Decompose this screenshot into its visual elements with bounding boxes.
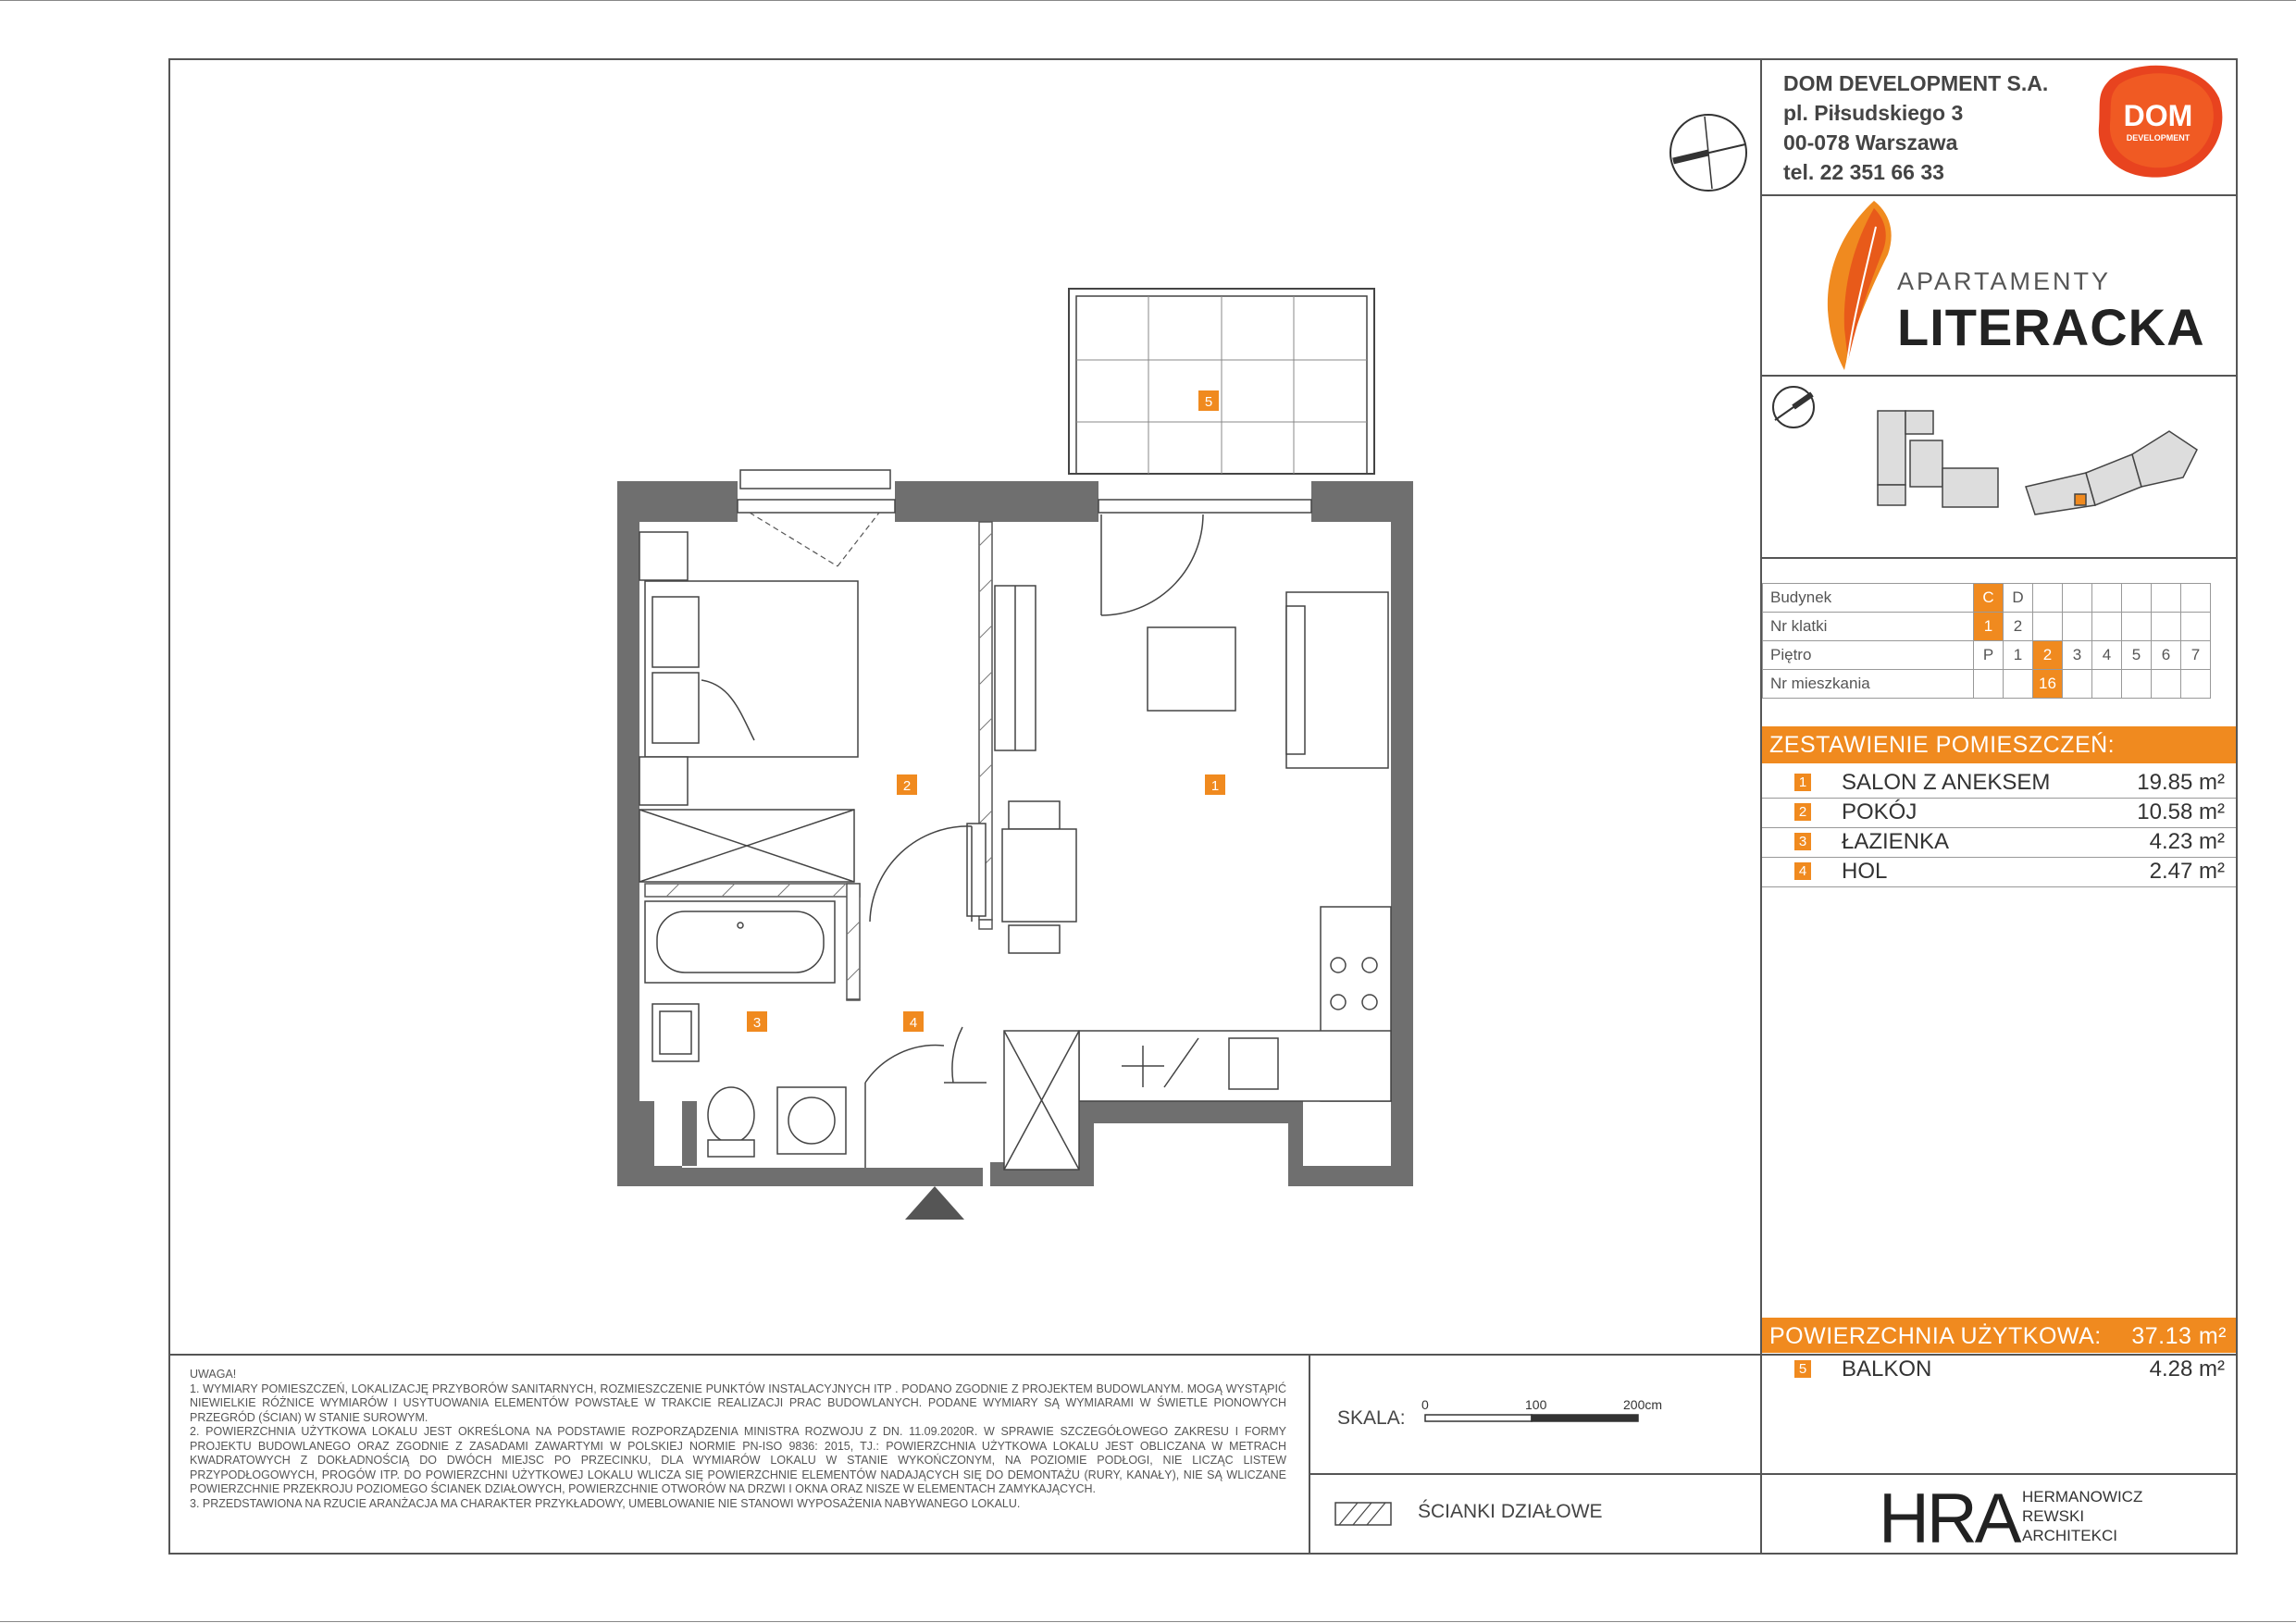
info-cell [2122,670,2152,699]
info-cell [2092,670,2122,699]
info-cell [2122,584,2152,613]
architect-line-1: HERMANOWICZ [2022,1488,2143,1505]
info-cell [2181,584,2211,613]
room-row [1762,857,2236,887]
partition-hatch-icon [1334,1502,1392,1526]
room-name: POKÓJ [1842,799,1917,824]
room-name: HOL [1842,859,1888,884]
rooms-heading-text: ZESTAWIENIE POMIESZCZEŃ: [1769,732,2116,758]
info-cell: 3 [2063,641,2092,670]
info-row [1763,641,2211,670]
room-tag-4 [903,1011,924,1032]
window-swing-lines [750,513,879,566]
page-bottom-rule [0,1621,2296,1622]
info-cell: 1 [2004,641,2033,670]
scale-tick-200: 200cm [1623,1397,1663,1412]
scale-tick-100: 100 [1525,1397,1547,1412]
balcony-row [1762,1355,2236,1384]
room-area: 10.58 m² [2137,799,2225,824]
info-row [1763,670,2211,699]
keyplan-compass-icon [1773,387,1814,427]
room-name: SALON Z ANEKSEM [1842,770,2051,795]
company-street: pl. Piłsudskiego 3 [1783,101,1964,125]
notes-title: UWAGA! [190,1368,237,1381]
walls-legend-label: ŚCIANKI DZIAŁOWE [1418,1501,1603,1522]
info-cell: C [1974,584,2004,613]
info-cell: 1 [1974,613,2004,641]
room-tag-1 [1205,774,1225,795]
info-cell: 2 [2004,613,2033,641]
scale-divider [1309,1354,1310,1555]
info-cell [2152,584,2181,613]
brand-subtitle: APARTAMENTY [1897,267,2112,295]
info-cell [2092,584,2122,613]
note-item: 3. PRZEDSTAWIONA NA RZUCIE ARANŻACJA MA CHARAKTER PRZYKŁADOWY, UMEBLOWANIE NIE STANOWI WYPOSAŻENIA NABYWANEGO LOKALU. [190,1496,1021,1510]
info-cell: P [1974,641,2004,670]
room-area: 4.23 m² [2149,829,2225,854]
apartment-info-table [1762,583,2211,699]
info-cell: 6 [2152,641,2181,670]
info-row-label: Nr klatki [1763,613,1974,641]
info-cell [2152,670,2181,699]
room-area: 2.47 m² [2149,859,2225,884]
scale-label: SKALA: [1337,1407,1406,1429]
info-cell [1974,670,2004,699]
keyplan-divider [1760,557,2238,559]
total-area-label: POWIERZCHNIA UŻYTKOWA: [1769,1323,2102,1349]
architect-line-2: REWSKI [2022,1507,2085,1525]
room-tag-5 [1198,390,1219,411]
architect-divider [1760,1473,2238,1475]
svg-text:4: 4 [909,1015,918,1031]
architect-name [2022,1487,2142,1545]
info-cell: 5 [2122,641,2152,670]
info-cell [2181,613,2211,641]
info-cell [2004,670,2033,699]
info-cell: D [2004,584,2033,613]
svg-text:3: 3 [752,1015,762,1031]
entrance-arrow-icon [905,1186,964,1220]
architect-line-3: ARCHITEKCI [2022,1527,2117,1544]
keyplan-building-left [1878,411,1998,507]
svg-text:2: 2 [902,778,912,794]
living-furniture [967,586,1388,953]
info-cell [2063,584,2092,613]
info-cell: 7 [2181,641,2211,670]
scale-bar [1416,1393,1675,1434]
room-tag: 3 [1794,833,1811,850]
info-cell [2033,584,2063,613]
company-city: 00-078 Warszawa [1783,130,1958,155]
company-name: DOM DEVELOPMENT S.A. [1783,71,2049,95]
note-item: 1. WYMIARY POMIESZCZEŃ, LOKALIZACJĘ PRZYBORÓW SANITARNYCH, ROZMIESZCZENIE PUNKTÓW INSTALACYJNYCH ITP . PODANO ZGODNIE Z PROJEKTEM BUDOWLANYM. MOGĄ WYSTĄPIĆ NIEWIELKIE RÓŻNICE WYMIARÓW I USYTUOWANIA ELEMENTÓW POWSTAŁE W TRAKCIE REALIZACJI PRAC BUDOWLANYCH. PODANE WYMIARY SĄ WYMIARAMI W ŚWIETLE PIONOWYCH PRZEGRÓD (ŚCIAN) W STANIE SUROWYM. [190,1381,1286,1424]
brand-block [1809,199,2207,375]
rooms-heading [1762,726,2236,763]
info-cell [2063,613,2092,641]
info-row [1763,613,2211,641]
info-cell: 2 [2033,641,2063,670]
room-name: ŁAZIENKA [1842,829,1950,854]
room-tag-3 [747,1011,767,1032]
total-area-bar [1762,1318,2236,1353]
notes-block [190,1368,1286,1511]
feather-icon [1809,199,1897,375]
scale-legend-divider [1309,1473,1762,1475]
dom-development-logo [2091,61,2226,181]
room-row [1762,827,2236,858]
address-divider [1760,194,2238,196]
room-area: 19.85 m² [2137,770,2225,795]
dom-logo-main: DOM [2123,99,2193,132]
info-cell [2122,613,2152,641]
scale-tick-0: 0 [1421,1397,1429,1412]
room-name: BALKON [1842,1357,1932,1381]
svg-text:5: 5 [1204,394,1213,410]
room-area: 4.28 m² [2149,1357,2225,1381]
room-tag-2 [897,774,917,795]
info-cell: 16 [2033,670,2063,699]
balcony [1069,289,1374,474]
north-arrow-icon [1670,115,1746,191]
info-cell [2092,613,2122,641]
room-row [1762,768,2236,799]
room-tag: 2 [1794,803,1811,821]
info-cell: 4 [2092,641,2122,670]
dom-logo-sub: DEVELOPMENT [2126,133,2191,142]
brand-title: LITERACKA [1897,298,2205,356]
info-row [1763,584,2211,613]
bedroom-furniture [639,532,858,882]
note-item: 2. POWIERZCHNIA UŻYTKOWA LOKALU JEST OKREŚLONA NA PODSTAWIE ROZPORZĄDZENIA MINISTRA ROZWOJU Z DN. 11.09.2020R. W SPRAWIE SZCZEGÓŁOWEGO ZAKRESU I FORMY PROJEKTU BUDOWLANEGO ORAZ ZGODNIE Z ZASADAMI ZAWARTYMI W POLSKIEJ NORMIE PN-ISO 9836: 2015, TJ.: POWIERZCHNIA UŻYTKOWA LOKALU JEST OBLICZANA W METRACH KWADRATOWYCH Z DOKŁADNOŚCIĄ DO DWÓCH MIEJSC PO PRZECINKU, DLA WYMIARÓW LOKALU W STANIE WYKOŃCZONYM, NA POZIOMIE PODŁOGI, NIE LICZĄC LISTEW PRZYPODŁOGOWYCH, PROGÓW ITP. DO POWIERZCHNI UŻYTKOWEJ LOKALU WLICZA SIĘ POWIERZCHNIE ELEMENTÓW NADAJĄCYCH SIĘ DO DEMONTAŻU (RURY, KANAŁY), NIE SĄ WLICZANE POWIERZCHNIE PRZEKROJU POZIOMEGO ŚCIANEK DZIAŁOWYCH, POWIERZCHNIE OTWORÓW NA DRZWI I OKNA ORAZ NISZE W ELEMENTACH ZAMYKAJĄCYCH. [190,1425,1286,1495]
total-area-value: 37.13 m² [2131,1323,2227,1349]
info-cell [2181,670,2211,699]
kitchen-counter [1004,907,1391,1170]
room-tag: 5 [1794,1360,1811,1378]
info-cell [2063,670,2092,699]
info-cell [2033,613,2063,641]
key-plan [1762,376,2236,557]
info-row-label: Nr mieszkania [1763,670,1974,699]
bathroom-fixtures [645,901,846,1157]
architect-logo: HRA [1879,1480,2019,1558]
company-phone: tel. 22 351 66 33 [1783,160,1944,184]
info-row-label: Piętro [1763,641,1974,670]
svg-text:1: 1 [1210,778,1220,794]
room-row [1762,798,2236,828]
company-address [1783,68,2048,187]
room-tag: 1 [1794,774,1811,791]
room-tag: 4 [1794,862,1811,880]
keyplan-building-right [2026,431,2197,514]
info-cell [2152,613,2181,641]
info-row-label: Budynek [1763,584,1974,613]
